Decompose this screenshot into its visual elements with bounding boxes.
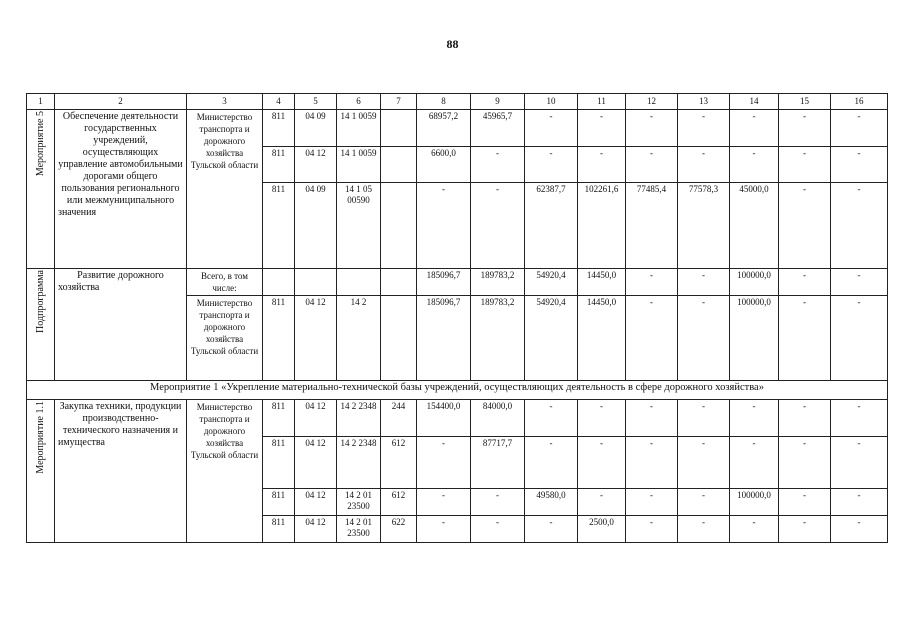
table-cell: 14 2: [337, 296, 381, 381]
table-cell: 49580,0: [525, 489, 578, 516]
table-cell: 68957,2: [417, 110, 471, 147]
table-cell: -: [730, 400, 779, 437]
table-cell: -: [831, 110, 888, 147]
header-cell: 5: [295, 94, 337, 110]
table-cell: -: [831, 400, 888, 437]
table-cell: 612: [381, 489, 417, 516]
table-cell: -: [626, 296, 678, 381]
table-cell: 14 2 01 23500: [337, 489, 381, 516]
table-cell: 6600,0: [417, 147, 471, 183]
table-cell: 811: [263, 516, 295, 543]
table-cell: 04 12: [295, 296, 337, 381]
table-cell: 14 2 2348: [337, 437, 381, 489]
header-cell: 12: [626, 94, 678, 110]
table-cell: 04 09: [295, 110, 337, 147]
table-cell: 14450,0: [578, 269, 626, 296]
header-cell: 4: [263, 94, 295, 110]
table-cell: 811: [263, 110, 295, 147]
table-cell: 84000,0: [471, 400, 525, 437]
table-cell: [295, 269, 337, 296]
header-cell: 8: [417, 94, 471, 110]
responsible-executor: Министерство транспорта и дорожного хозяйства Тульской области: [187, 296, 263, 381]
table-cell: -: [525, 516, 578, 543]
table-cell: [337, 269, 381, 296]
row-group-label: Мероприятие 5: [27, 110, 55, 269]
header-cell: 2: [55, 94, 187, 110]
table-cell: 14 2 01 23500: [337, 516, 381, 543]
table-cell: 2500,0: [578, 516, 626, 543]
table-cell: -: [730, 437, 779, 489]
header-cell: 13: [678, 94, 730, 110]
table-cell: -: [678, 400, 730, 437]
total-label: Всего, в том числе:: [187, 269, 263, 296]
table-cell: -: [525, 110, 578, 147]
table-row: [27, 269, 888, 296]
table-cell: -: [626, 110, 678, 147]
table-cell: -: [678, 110, 730, 147]
table-cell: -: [831, 296, 888, 381]
table-cell: -: [578, 489, 626, 516]
table-cell: -: [779, 516, 831, 543]
table-cell: -: [525, 147, 578, 183]
table-cell: 612: [381, 437, 417, 489]
table-cell: -: [626, 269, 678, 296]
table-cell: -: [578, 400, 626, 437]
table-cell: 14450,0: [578, 296, 626, 381]
table-cell: -: [779, 437, 831, 489]
table-cell: 54920,4: [525, 269, 578, 296]
table-cell: -: [525, 437, 578, 489]
table-cell: 14 1 05 00590: [337, 183, 381, 269]
table-cell: 14 2 2348: [337, 400, 381, 437]
table-cell: 811: [263, 437, 295, 489]
section-banner: Мероприятие 1 «Укрепление материально-технической базы учреждений, осуществляющих деятельность в сфере дорожного хозяйства»: [27, 381, 888, 400]
table-cell: -: [831, 183, 888, 269]
table-cell: -: [678, 269, 730, 296]
table-cell: 100000,0: [730, 269, 779, 296]
header-cell: 7: [381, 94, 417, 110]
table-cell: 100000,0: [730, 489, 779, 516]
table-cell: 189783,2: [471, 296, 525, 381]
table-cell: -: [626, 516, 678, 543]
table-cell: -: [730, 147, 779, 183]
activity-name: Обеспечение деятельности государственных учреждений, осуществляющих управление автомобильными дорогами общего пользования регионального или межмуниципального значения: [55, 110, 187, 269]
table-cell: 811: [263, 147, 295, 183]
table-cell: 185096,7: [417, 269, 471, 296]
table-cell: -: [831, 516, 888, 543]
table-cell: [381, 147, 417, 183]
header-cell: 6: [337, 94, 381, 110]
row-group-label: Подпрограмма: [27, 269, 55, 381]
table-cell: -: [831, 147, 888, 183]
table-cell: -: [626, 147, 678, 183]
table-cell: -: [678, 147, 730, 183]
table-cell: 189783,2: [471, 269, 525, 296]
table-cell: -: [578, 437, 626, 489]
table-cell: 04 12: [295, 516, 337, 543]
table-cell: -: [730, 516, 779, 543]
table-cell: [381, 110, 417, 147]
activity-name: Развитие дорожного хозяйства: [55, 269, 187, 381]
table-cell: -: [779, 147, 831, 183]
table-cell: [381, 269, 417, 296]
responsible-executor: Министерство транспорта и дорожного хозяйства Тульской области: [187, 110, 263, 269]
table-cell: -: [417, 437, 471, 489]
table-cell: 04 12: [295, 400, 337, 437]
table-cell: 102261,6: [578, 183, 626, 269]
header-cell: 16: [831, 94, 888, 110]
header-cell: 11: [578, 94, 626, 110]
section-banner-row: [27, 381, 888, 400]
table-cell: 62387,7: [525, 183, 578, 269]
table-cell: 811: [263, 296, 295, 381]
page-number: 88: [446, 37, 459, 51]
table-cell: 185096,7: [417, 296, 471, 381]
header-cell: 1: [27, 94, 55, 110]
table-cell: -: [578, 147, 626, 183]
table-cell: 04 09: [295, 183, 337, 269]
table-cell: 04 12: [295, 437, 337, 489]
table-cell: 811: [263, 489, 295, 516]
table-cell: 14 1 0059: [337, 147, 381, 183]
table-cell: 154400,0: [417, 400, 471, 437]
table-cell: [381, 296, 417, 381]
table-cell: -: [578, 110, 626, 147]
header-cell: 15: [779, 94, 831, 110]
table-cell: -: [417, 516, 471, 543]
table-cell: [263, 269, 295, 296]
table-cell: -: [779, 489, 831, 516]
table-cell: -: [525, 400, 578, 437]
table-cell: 04 12: [295, 489, 337, 516]
header-row: [27, 94, 888, 110]
table-cell: -: [471, 147, 525, 183]
table-cell: -: [779, 269, 831, 296]
header-cell: 3: [187, 94, 263, 110]
table-cell: -: [779, 400, 831, 437]
table-cell: -: [678, 296, 730, 381]
table-cell: -: [779, 110, 831, 147]
table-cell: -: [626, 437, 678, 489]
table-row: [27, 110, 888, 147]
responsible-executor: Министерство транспорта и дорожного хозяйства Тульской области: [187, 400, 263, 543]
table-cell: -: [417, 183, 471, 269]
header-cell: 14: [730, 94, 779, 110]
table-cell: 77485,4: [626, 183, 678, 269]
table-cell: 622: [381, 516, 417, 543]
header-cell: 10: [525, 94, 578, 110]
table-cell: 14 1 0059: [337, 110, 381, 147]
table-cell: -: [831, 489, 888, 516]
table-cell: -: [471, 489, 525, 516]
table-cell: -: [678, 489, 730, 516]
table-cell: -: [779, 183, 831, 269]
table-cell: 811: [263, 183, 295, 269]
table-row: [27, 400, 888, 437]
table-cell: -: [831, 269, 888, 296]
table-cell: 04 12: [295, 147, 337, 183]
header-cell: 9: [471, 94, 525, 110]
table-cell: -: [831, 437, 888, 489]
table-cell: 54920,4: [525, 296, 578, 381]
table-cell: 45965,7: [471, 110, 525, 147]
table-cell: -: [626, 489, 678, 516]
table-cell: -: [730, 110, 779, 147]
table-cell: -: [471, 516, 525, 543]
table-cell: 87717,7: [471, 437, 525, 489]
table-cell: [381, 183, 417, 269]
table-cell: -: [678, 516, 730, 543]
row-group-label: Мероприятие 1.1: [27, 400, 55, 543]
table-cell: -: [417, 489, 471, 516]
activity-name: Закупка техники, продукции производственно-технического назначения и имущества: [55, 400, 187, 543]
table-cell: -: [678, 437, 730, 489]
table-cell: 77578,3: [678, 183, 730, 269]
table-cell: -: [626, 400, 678, 437]
table-cell: 100000,0: [730, 296, 779, 381]
table-cell: 45000,0: [730, 183, 779, 269]
table-cell: -: [471, 183, 525, 269]
budget-table: [26, 93, 888, 543]
table-cell: 811: [263, 400, 295, 437]
table-cell: 244: [381, 400, 417, 437]
table-cell: -: [779, 296, 831, 381]
